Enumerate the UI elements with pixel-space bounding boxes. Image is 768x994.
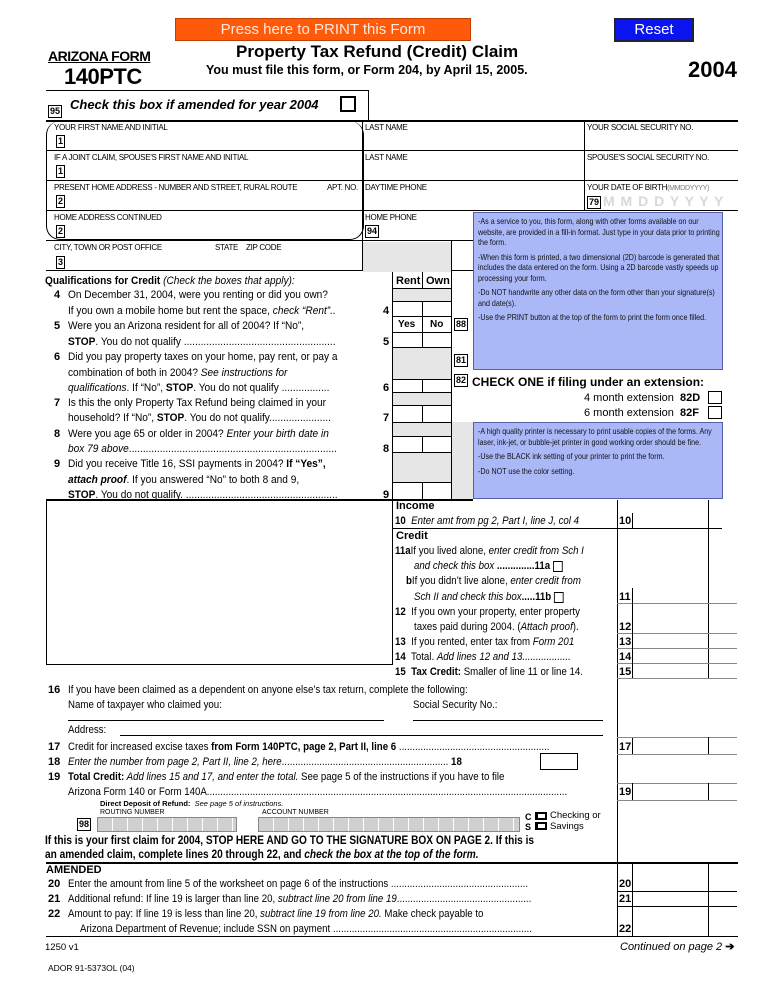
ssn-label: YOUR SOCIAL SECURITY NO. (587, 123, 694, 132)
line-11b-2-text: .....11b (521, 591, 552, 603)
line-12-amount-input[interactable] (633, 618, 707, 633)
reset-button[interactable]: Reset (614, 18, 694, 42)
box-98-label: 98 (79, 819, 90, 829)
amended-checkbox-label: Check this box if amended for year 2004 (70, 97, 319, 112)
line-21-number: 21 (48, 893, 61, 905)
line-9-t1-bold: If “Yes”, (286, 458, 326, 470)
line-8-t2-italic: box 79 above (68, 443, 129, 455)
amended-notice-italic: check the box at the top of the form. (304, 849, 479, 861)
extension-4-checkbox[interactable] (708, 391, 722, 404)
extension-6-code: 82F (680, 407, 699, 419)
line-14-number: 14 (619, 651, 632, 663)
line9-yes-checkbox[interactable] (393, 483, 421, 499)
line-num-4: 4 (383, 305, 390, 317)
line-17-box-number: 17 (619, 741, 632, 753)
line5-yes-checkbox[interactable] (393, 333, 421, 347)
line-19-amount-input[interactable] (633, 784, 707, 800)
line-19-number: 19 (48, 771, 61, 783)
claimant-name-label: Name of taxpayer who claimed you: (68, 699, 222, 711)
claimant-name-input[interactable] (68, 712, 384, 721)
line-15-bold: Tax Credit: (411, 666, 462, 678)
line-15-text: Smaller of line 11 or line 14. (461, 666, 583, 678)
box-88-label: 88 (456, 319, 467, 329)
line-19-text (68, 770, 504, 784)
line-22-text-2: Arizona Department of Revenue; include SSN on payment .......................................................................... (80, 923, 532, 935)
line-17-dots: ........................................................ (396, 741, 550, 753)
routing-number-label: ROUTING NUMBER (100, 809, 165, 816)
line-11-number: 11 (619, 591, 631, 603)
dob-format: (MMDDYYYY) (667, 185, 710, 192)
line-12-t2b: ). (572, 621, 579, 633)
box-94-label: 94 (367, 226, 378, 236)
line-22-amount-input[interactable] (633, 907, 707, 936)
spouse-name-label: IF A JOINT CLAIM, SPOUSE'S FIRST NAME AND INITIAL (54, 153, 249, 162)
checking-label: Checking or (550, 810, 601, 821)
income-heading: Income (396, 500, 435, 512)
line-6-text-2 (68, 366, 287, 380)
dob-label-text: YOUR DATE OF BIRTH (587, 183, 668, 192)
address-label: PRESENT HOME ADDRESS - NUMBER AND STREET, RURAL ROUTE (54, 183, 298, 192)
line-6-t3b: . You do not qualify ................. (193, 382, 330, 394)
credit-heading: Credit (396, 530, 428, 542)
line-10-text: Enter amt from pg 2, Part I, line J, col 4 (411, 515, 580, 527)
line7-no-checkbox[interactable] (423, 406, 451, 422)
line-9-text (68, 457, 326, 471)
line-7-text: Is this the only Property Tax Refund being claimed in your (68, 397, 327, 409)
line-11a (395, 544, 584, 558)
line-17-t1: Credit for increased excise taxes (68, 741, 212, 753)
box-2b-label: 2 (58, 226, 64, 236)
line-12: 12 If you own your property, enter property (395, 606, 580, 618)
line-18-box-label: 18 (451, 756, 462, 768)
qualifications-title: Qualifications for Credit (45, 275, 161, 287)
box-1-spouse-label: 1 (58, 166, 64, 176)
line-12-t2: taxes paid during 2004. ( (414, 621, 521, 633)
line-4-note: If you own a mobile home but rent the space, (68, 305, 273, 317)
line-6-number: 6 (54, 351, 61, 363)
info-text: -Do NOT handwrite any other data on the form other than your signature(s) and date(s). (478, 287, 715, 308)
line-18-text (68, 755, 462, 769)
tax-year: 2004 (688, 57, 737, 82)
line-11b-checkbox[interactable] (554, 592, 564, 603)
line6-no-checkbox[interactable] (423, 380, 451, 392)
form-number: 140PTC (64, 64, 142, 89)
line-5-number: 5 (54, 320, 61, 332)
line-16-text: If you have been claimed as a dependent on anyone else’s tax return, complete the following: (68, 684, 468, 696)
address-input[interactable] (70, 193, 358, 209)
line-6-t2-italic: See instructions for (200, 367, 288, 379)
line-22-number: 22 (48, 908, 61, 920)
claimant-ssn-label: Social Security No.: (413, 699, 498, 711)
line-num-6: 6 (383, 382, 390, 394)
line-20-box-number: 20 (619, 878, 632, 890)
line-4-note-italic: check “Rent”.. (272, 305, 336, 317)
line-8-t1-italic: Enter your birth date in (226, 428, 329, 440)
extension-6-month (584, 406, 699, 420)
info-text: -Use the PRINT button at the top of the form to print the form once filled. (478, 312, 707, 322)
daytime-phone-input[interactable] (366, 193, 580, 209)
extension-4-code: 82D (680, 392, 701, 404)
spouse-ssn-input[interactable] (588, 163, 736, 179)
info-box-fill-in (473, 212, 723, 370)
line-7-text-2 (68, 411, 331, 425)
line-18-italic: Enter the number from page 2, Part II, line 2, here (68, 756, 282, 768)
extension-6-label: 6 month extension (584, 407, 674, 419)
line7-yes-checkbox[interactable] (393, 406, 421, 422)
line-7-number: 7 (54, 397, 61, 409)
claimant-ssn-input[interactable] (413, 712, 603, 721)
line8-no-checkbox[interactable] (423, 437, 451, 452)
line-11b-text: If you didn’t live alone, (411, 575, 511, 587)
line-18-input[interactable] (540, 753, 578, 770)
line8-yes-checkbox[interactable] (393, 437, 421, 452)
direct-deposit-note: See page 5 of instructions. (194, 799, 284, 808)
own-checkbox[interactable] (423, 302, 451, 316)
line-17-amount-input[interactable] (633, 738, 707, 754)
line-7-t2: household? If “No”, (68, 412, 157, 424)
line-6-t3: . If “No”, (126, 382, 166, 394)
line-12-text: If you own your property, enter property (411, 606, 580, 618)
spouse-last-name-label: LAST NAME (365, 153, 408, 162)
line-6-text: Did you pay property taxes on your home, pay rent, or pay a (68, 351, 338, 363)
continued-text: Continued on page 2 (620, 941, 723, 953)
rent-column-header: Rent (396, 275, 421, 287)
line-num-5: 5 (383, 336, 390, 348)
filing-deadline: You must file this form, or Form 204, by April 15, 2005. (206, 63, 528, 77)
account-number-label: ACCOUNT NUMBER (262, 809, 329, 816)
line-13-text: If you rented, enter tax from (411, 636, 533, 648)
continued-on-page-2 (620, 941, 734, 954)
line-12-2 (414, 620, 579, 634)
line-17-text (68, 740, 549, 754)
line6-yes-checkbox[interactable] (393, 380, 421, 392)
line-20-text: Enter the amount from line 5 of the worksheet on page 6 of the instructions ................................................... (68, 878, 529, 890)
home-phone-label: HOME PHONE (365, 213, 417, 222)
extension-heading: CHECK ONE if filing under an extension: (472, 375, 705, 389)
line-11a-number: 11a (395, 545, 411, 557)
line9-no-checkbox[interactable] (423, 483, 451, 499)
line-12-italic: Attach proof (520, 621, 573, 633)
attach-proof-text: attach proof (68, 474, 127, 486)
line-17-bold: from Form 140PTC, page 2, Part II, line 6 (211, 741, 397, 753)
line-num-8: 8 (383, 443, 390, 455)
line-21-box-number: 21 (619, 893, 632, 905)
line-8-text-2 (68, 442, 337, 456)
line5-no-checkbox[interactable] (423, 333, 451, 347)
yes-column-header: Yes (398, 319, 416, 330)
form-version: 1250 v1 (45, 942, 79, 953)
line-13-amount-input[interactable] (633, 634, 707, 648)
line-18-number: 18 (48, 756, 61, 768)
line-18-dots: .............................................................. (281, 756, 449, 768)
savings-code: S (525, 822, 532, 832)
box-82-label: 82 (456, 375, 467, 385)
line-11a-2-text: ..............11a (496, 560, 551, 572)
amended-claim-notice (45, 848, 479, 862)
line-4-text: On December 31, 2004, were you renting or did you own? (68, 289, 328, 301)
daytime-phone-label: DAYTIME PHONE (365, 183, 427, 192)
info-text: -Do NOT use the color setting. (478, 465, 575, 476)
line-17-number: 17 (48, 741, 61, 753)
savings-label: Savings (550, 821, 584, 832)
zip-label: ZIP CODE (246, 243, 282, 252)
line-21-text (68, 892, 531, 906)
line-7-t2b: . You do not qualify...................... (184, 412, 331, 424)
amended-notice-text: an amended claim, complete lines 20 through 22, and (45, 849, 305, 861)
city-label: CITY, TOWN OR POST OFFICE (54, 243, 162, 252)
print-form-button[interactable]: Press here to PRINT this Form (175, 18, 471, 41)
line-5-note: . You do not qualify ...................................................... (95, 336, 336, 348)
stop-text: STOP (68, 489, 96, 501)
line-11-amount-input[interactable] (633, 588, 707, 603)
line-22-box-number: 22 (619, 923, 632, 935)
no-column-header: No (430, 319, 444, 330)
line-13: 13 If you rented, enter tax from Form 201 (395, 636, 575, 648)
line-11b-italic: enter credit from (510, 575, 581, 587)
apt-label: APT. NO. (327, 183, 358, 192)
stop-text: STOP (68, 336, 96, 348)
home-phone-input[interactable] (382, 223, 470, 239)
line-14-text: Total. (410, 651, 437, 663)
address2-label: HOME ADDRESS CONTINUED (54, 213, 162, 222)
first-claim-notice: If this is your first claim for 2004, STOP HERE AND GO TO THE SIGNATURE BOX ON PAGE 2. If this is (45, 835, 535, 847)
line-5-text: Were you an Arizona resident for all of 2004? If “No”, (68, 320, 305, 332)
line-21-italic: subtract line 20 from line 19 (277, 893, 397, 905)
line-10: 10 Enter amt from pg 2, Part I, line J, col 4 (395, 515, 580, 527)
ador-code: ADOR 91-5373OL (04) (48, 963, 135, 973)
address2-input[interactable] (70, 223, 358, 239)
line-22-t1: Amount to pay: If line 19 is less than line 20, (68, 908, 261, 920)
line-num-7: 7 (383, 412, 390, 424)
box-2-label: 2 (58, 196, 64, 206)
line-9-t3: . You do not qualify. ...................................................... (95, 489, 338, 501)
line-15-number: 15 (619, 666, 632, 678)
city-input[interactable] (70, 253, 358, 269)
line-11b-2-italic: Sch II and check this box (414, 591, 522, 603)
stop-text: STOP (165, 382, 194, 394)
line-11a-checkbox[interactable] (553, 561, 563, 572)
ssn-input[interactable] (588, 133, 736, 149)
info-text: -Use the BLACK ink setting of your printer to print the form. (478, 451, 665, 461)
checking-checkbox[interactable] (535, 812, 547, 820)
first-name-label: YOUR FIRST NAME AND INITIAL (54, 123, 168, 132)
line-11a-italic: enter credit from Sch I (488, 545, 584, 557)
line-11a-2-italic: and check this box (414, 560, 497, 572)
line-4-number: 4 (54, 289, 61, 301)
line-14-italic: Add lines 12 and 13.................. (436, 651, 571, 663)
info-text: -When this form is printed, a two dimensional (2D) barcode is generated that includes the data entered on the form. Using a 2D barcode vastly speeds up processing your form. (478, 251, 720, 283)
info-text: -As a service to you, this form, along with other forms available on our website, are provided in a fill-in format. Just type in your data prior to printing the form. (478, 216, 720, 247)
info-text: -A high quality printer is necessary to print usable copies of the forms. Any laser, ink-jet, or bubble-jet printer in good working order should be fine. (478, 426, 712, 447)
line-9-number: 9 (54, 458, 61, 470)
first-name-input[interactable] (70, 133, 358, 149)
line-15-amount-input[interactable] (633, 664, 707, 678)
box-79-label: 79 (589, 197, 600, 207)
dob-input[interactable]: M M D D Y Y Y Y (603, 193, 725, 209)
box-95-label: 95 (50, 106, 61, 116)
line-20-number: 20 (48, 878, 61, 890)
line-11a-text: If you lived alone, (410, 545, 489, 557)
line-15: 15 Tax Credit: Smaller of line 11 or line 14. (395, 666, 583, 678)
routing-number-input[interactable] (97, 817, 237, 832)
line-11a-2 (414, 559, 563, 573)
line-16-number: 16 (48, 684, 61, 696)
box-81-label: 81 (456, 355, 467, 365)
line-11b-number: b (406, 575, 412, 587)
line-22-text (68, 907, 483, 921)
line-13-italic: Form 201 (532, 636, 575, 648)
extension-4-label: 4 month extension (584, 392, 674, 404)
line-8-t1: Were you age 65 or older in 2004? (68, 428, 227, 440)
line-9-t1: Did you receive Title 16, SSI payments in 2004? (68, 458, 287, 470)
line-19-t1: See page 5 of the instructions if you have to file (298, 771, 505, 783)
line-20-amount-input[interactable] (633, 876, 707, 891)
line-11b (406, 574, 581, 588)
box-1-label: 1 (58, 136, 64, 146)
own-column-header: Own (426, 275, 450, 287)
line-12-number: 12 (619, 621, 632, 633)
box-3-label: 3 (58, 257, 64, 267)
page-title: Property Tax Refund (Credit) Claim (236, 42, 519, 61)
amended-heading: AMENDED (46, 864, 102, 876)
stop-text: STOP (156, 412, 185, 424)
line-6-text-3 (68, 381, 329, 395)
line-8-dots: .......................................................................... (128, 443, 337, 455)
line-9-t2: . If you answered “No” to both 8 and 9, (126, 474, 300, 486)
line-5-text-2 (68, 335, 336, 349)
claimant-address-input[interactable] (120, 724, 603, 736)
line-14-amount-input[interactable] (633, 649, 707, 663)
line-10-amount-input[interactable] (633, 513, 707, 528)
line-21-t1: Additional refund: If line 19 is larger than line 20, (68, 893, 278, 905)
line-6-t2: combination of both in 2004? (68, 367, 201, 379)
line-19-italic: Add lines 15 and 17, and enter the total. (124, 771, 299, 783)
line-19-bold: Total Credit: (68, 771, 125, 783)
line-14: 14 Total. Add lines 12 and 13.................. (395, 651, 571, 663)
direct-deposit-title: Direct Deposit of Refund: (100, 799, 191, 808)
line-num-9: 9 (383, 489, 390, 501)
direct-deposit-heading (100, 800, 283, 808)
last-name-input[interactable] (366, 133, 580, 149)
claimant-address-label: Address: (68, 724, 107, 736)
line-9-text-2 (68, 473, 299, 487)
checking-code: C (525, 812, 532, 822)
qualifications-heading (45, 274, 295, 288)
account-number-input[interactable] (258, 817, 520, 832)
line-22-t1b: Make check payable to (381, 908, 484, 920)
line-4-text-2 (68, 304, 336, 318)
line-8-number: 8 (54, 428, 61, 440)
last-name-label: LAST NAME (365, 123, 408, 132)
line-22-italic: subtract line 19 from line 20. (260, 908, 382, 920)
qualifications-note: (Check the boxes that apply): (163, 275, 295, 287)
state-label: STATE (215, 243, 239, 252)
line-21-amount-input[interactable] (633, 892, 707, 906)
line-13-number: 13 (619, 636, 632, 648)
spouse-name-input[interactable] (70, 163, 358, 179)
line-6-t3-italic: qualifications (68, 382, 127, 394)
line-19-text-2: Arizona Form 140 or Form 140A...................................................................................................................................... (68, 786, 568, 798)
extension-4-month (584, 391, 700, 405)
line-21-dots: .................................................. (396, 893, 532, 905)
rent-checkbox[interactable] (393, 302, 421, 316)
extension-6-checkbox[interactable] (708, 406, 722, 419)
amended-checkbox[interactable] (340, 96, 356, 112)
savings-checkbox[interactable] (535, 822, 547, 830)
arrow-right-icon: ➔ (725, 941, 735, 953)
line-8-text (68, 427, 329, 441)
form-label: ARIZONA FORM (48, 48, 151, 64)
line-19-box-number: 19 (619, 786, 632, 798)
spouse-last-name-input[interactable] (366, 163, 580, 179)
spouse-ssn-label: SPOUSE'S SOCIAL SECURITY NO. (587, 153, 710, 162)
barcode-area (46, 500, 393, 665)
line-11b-2 (414, 590, 564, 604)
info-box-printer (473, 422, 723, 499)
line-10-number: 10 (619, 515, 632, 527)
